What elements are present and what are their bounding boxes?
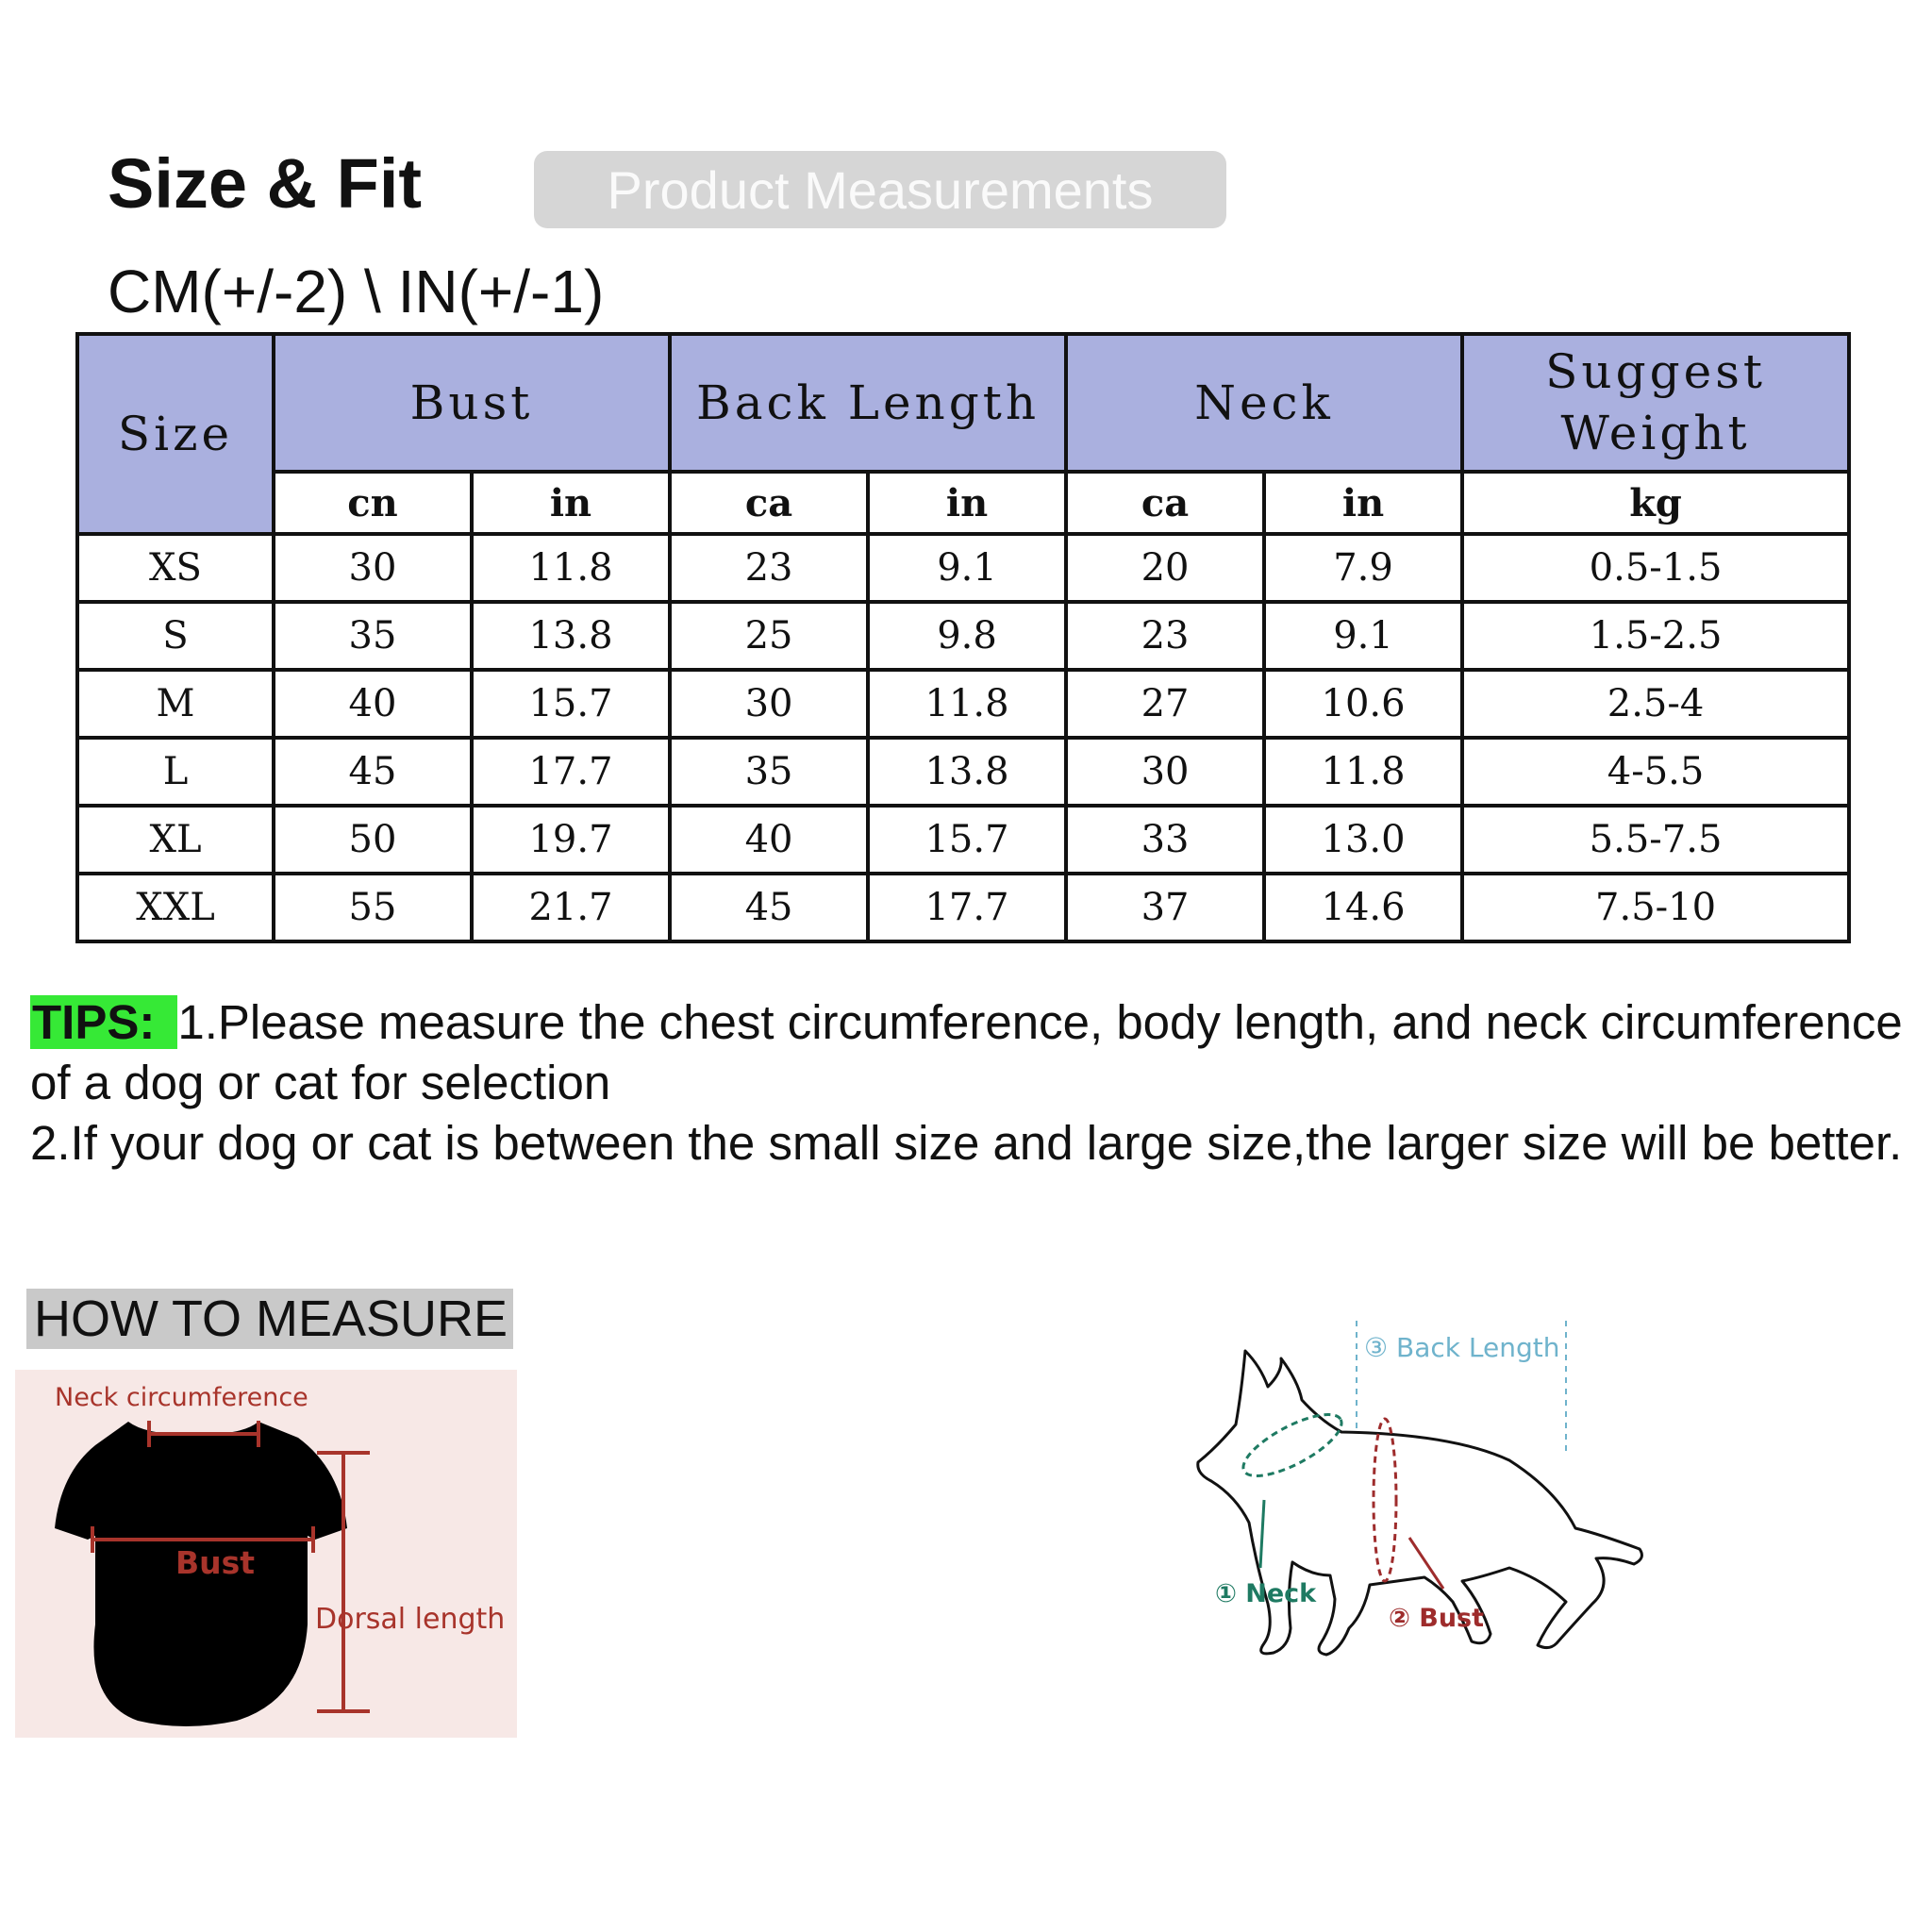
table-row bbox=[77, 602, 1849, 670]
weight-cell: 2.5-4 bbox=[1462, 670, 1849, 738]
size-cell: XS bbox=[77, 534, 274, 602]
unit-back-in: in bbox=[868, 472, 1066, 534]
bust-cm-cell: 50 bbox=[274, 806, 472, 874]
bust-in-cell: 13.8 bbox=[472, 602, 670, 670]
neck-cm-cell: 23 bbox=[1066, 602, 1264, 670]
tips-block bbox=[30, 992, 1907, 1174]
tips-line-1: 1.Please measure the chest circumference, body length, and neck circumference of a dog or cat for selection bbox=[30, 995, 1903, 1109]
unit-neck-cm: ca bbox=[1066, 472, 1264, 534]
bust-in-cell: 19.7 bbox=[472, 806, 670, 874]
table-row bbox=[77, 670, 1849, 738]
weight-cell: 7.5-10 bbox=[1462, 874, 1849, 941]
bust-label: ② Bust bbox=[1389, 1604, 1485, 1633]
table-row bbox=[77, 874, 1849, 941]
bust-cm-cell: 35 bbox=[274, 602, 472, 670]
neck-header: Neck bbox=[1066, 334, 1462, 472]
neck-in-cell: 13.0 bbox=[1264, 806, 1462, 874]
tips-line-2: 2.If your dog or cat is between the small size and large size,the larger size will be better. bbox=[30, 1116, 1903, 1170]
size-table bbox=[75, 332, 1851, 943]
size-cell: M bbox=[77, 670, 274, 738]
unit-back-cm: ca bbox=[670, 472, 868, 534]
back-length-header: Back Length bbox=[670, 334, 1066, 472]
size-cell: XXL bbox=[77, 874, 274, 941]
neck-in-cell: 10.6 bbox=[1264, 670, 1462, 738]
weight-cell: 0.5-1.5 bbox=[1462, 534, 1849, 602]
size-header: Size bbox=[77, 334, 274, 534]
suggest-weight-header: Suggest Weight bbox=[1462, 334, 1849, 472]
bust-header: Bust bbox=[274, 334, 670, 472]
table-row bbox=[77, 738, 1849, 806]
back-cm-cell: 35 bbox=[670, 738, 868, 806]
neck-cm-cell: 20 bbox=[1066, 534, 1264, 602]
unit-neck-in: in bbox=[1264, 472, 1462, 534]
shirt-measure-diagram bbox=[15, 1370, 517, 1738]
weight-cell: 4-5.5 bbox=[1462, 738, 1849, 806]
bust-label: Bust bbox=[175, 1544, 256, 1581]
neck-circumference-label: Neck circumference bbox=[55, 1383, 308, 1412]
bust-in-cell: 17.7 bbox=[472, 738, 670, 806]
neck-label: ① Neck bbox=[1215, 1579, 1317, 1608]
back-in-cell: 9.1 bbox=[868, 534, 1066, 602]
size-cell: L bbox=[77, 738, 274, 806]
neck-in-cell: 11.8 bbox=[1264, 738, 1462, 806]
back-cm-cell: 30 bbox=[670, 670, 868, 738]
weight-cell: 5.5-7.5 bbox=[1462, 806, 1849, 874]
tolerance-note: CM(+/-2) \ IN(+/-1) bbox=[108, 258, 605, 325]
neck-in-cell: 7.9 bbox=[1264, 534, 1462, 602]
back-in-cell: 9.8 bbox=[868, 602, 1066, 670]
how-to-measure-heading: HOW TO MEASURE bbox=[26, 1289, 513, 1349]
dog-measure-diagram bbox=[1170, 1302, 1660, 1679]
neck-in-cell: 9.1 bbox=[1264, 602, 1462, 670]
back-cm-cell: 45 bbox=[670, 874, 868, 941]
tips-label: TIPS: bbox=[30, 995, 177, 1049]
bust-cm-cell: 30 bbox=[274, 534, 472, 602]
neck-in-cell: 14.6 bbox=[1264, 874, 1462, 941]
bust-in-cell: 15.7 bbox=[472, 670, 670, 738]
size-cell: S bbox=[77, 602, 274, 670]
back-in-cell: 15.7 bbox=[868, 806, 1066, 874]
bust-cm-cell: 55 bbox=[274, 874, 472, 941]
back-in-cell: 17.7 bbox=[868, 874, 1066, 941]
back-cm-cell: 40 bbox=[670, 806, 868, 874]
dorsal-length-label: Dorsal length bbox=[315, 1603, 506, 1636]
neck-cm-cell: 30 bbox=[1066, 738, 1264, 806]
bust-cm-cell: 40 bbox=[274, 670, 472, 738]
bust-cm-cell: 45 bbox=[274, 738, 472, 806]
table-row bbox=[77, 534, 1849, 602]
bust-in-cell: 21.7 bbox=[472, 874, 670, 941]
back-cm-cell: 25 bbox=[670, 602, 868, 670]
unit-bust-cm: cn bbox=[274, 472, 472, 534]
back-length-label: ③ Back Length bbox=[1364, 1332, 1560, 1363]
size-cell: XL bbox=[77, 806, 274, 874]
unit-bust-in: in bbox=[472, 472, 670, 534]
table-row bbox=[77, 806, 1849, 874]
neck-cm-cell: 37 bbox=[1066, 874, 1264, 941]
weight-cell: 1.5-2.5 bbox=[1462, 602, 1849, 670]
neck-cm-cell: 33 bbox=[1066, 806, 1264, 874]
back-in-cell: 11.8 bbox=[868, 670, 1066, 738]
neck-cm-cell: 27 bbox=[1066, 670, 1264, 738]
bust-in-cell: 11.8 bbox=[472, 534, 670, 602]
back-cm-cell: 23 bbox=[670, 534, 868, 602]
back-in-cell: 13.8 bbox=[868, 738, 1066, 806]
product-measurements-badge: Product Measurements bbox=[534, 151, 1226, 228]
unit-weight-kg: kg bbox=[1462, 472, 1849, 534]
page-title: Size & Fit bbox=[108, 144, 423, 223]
